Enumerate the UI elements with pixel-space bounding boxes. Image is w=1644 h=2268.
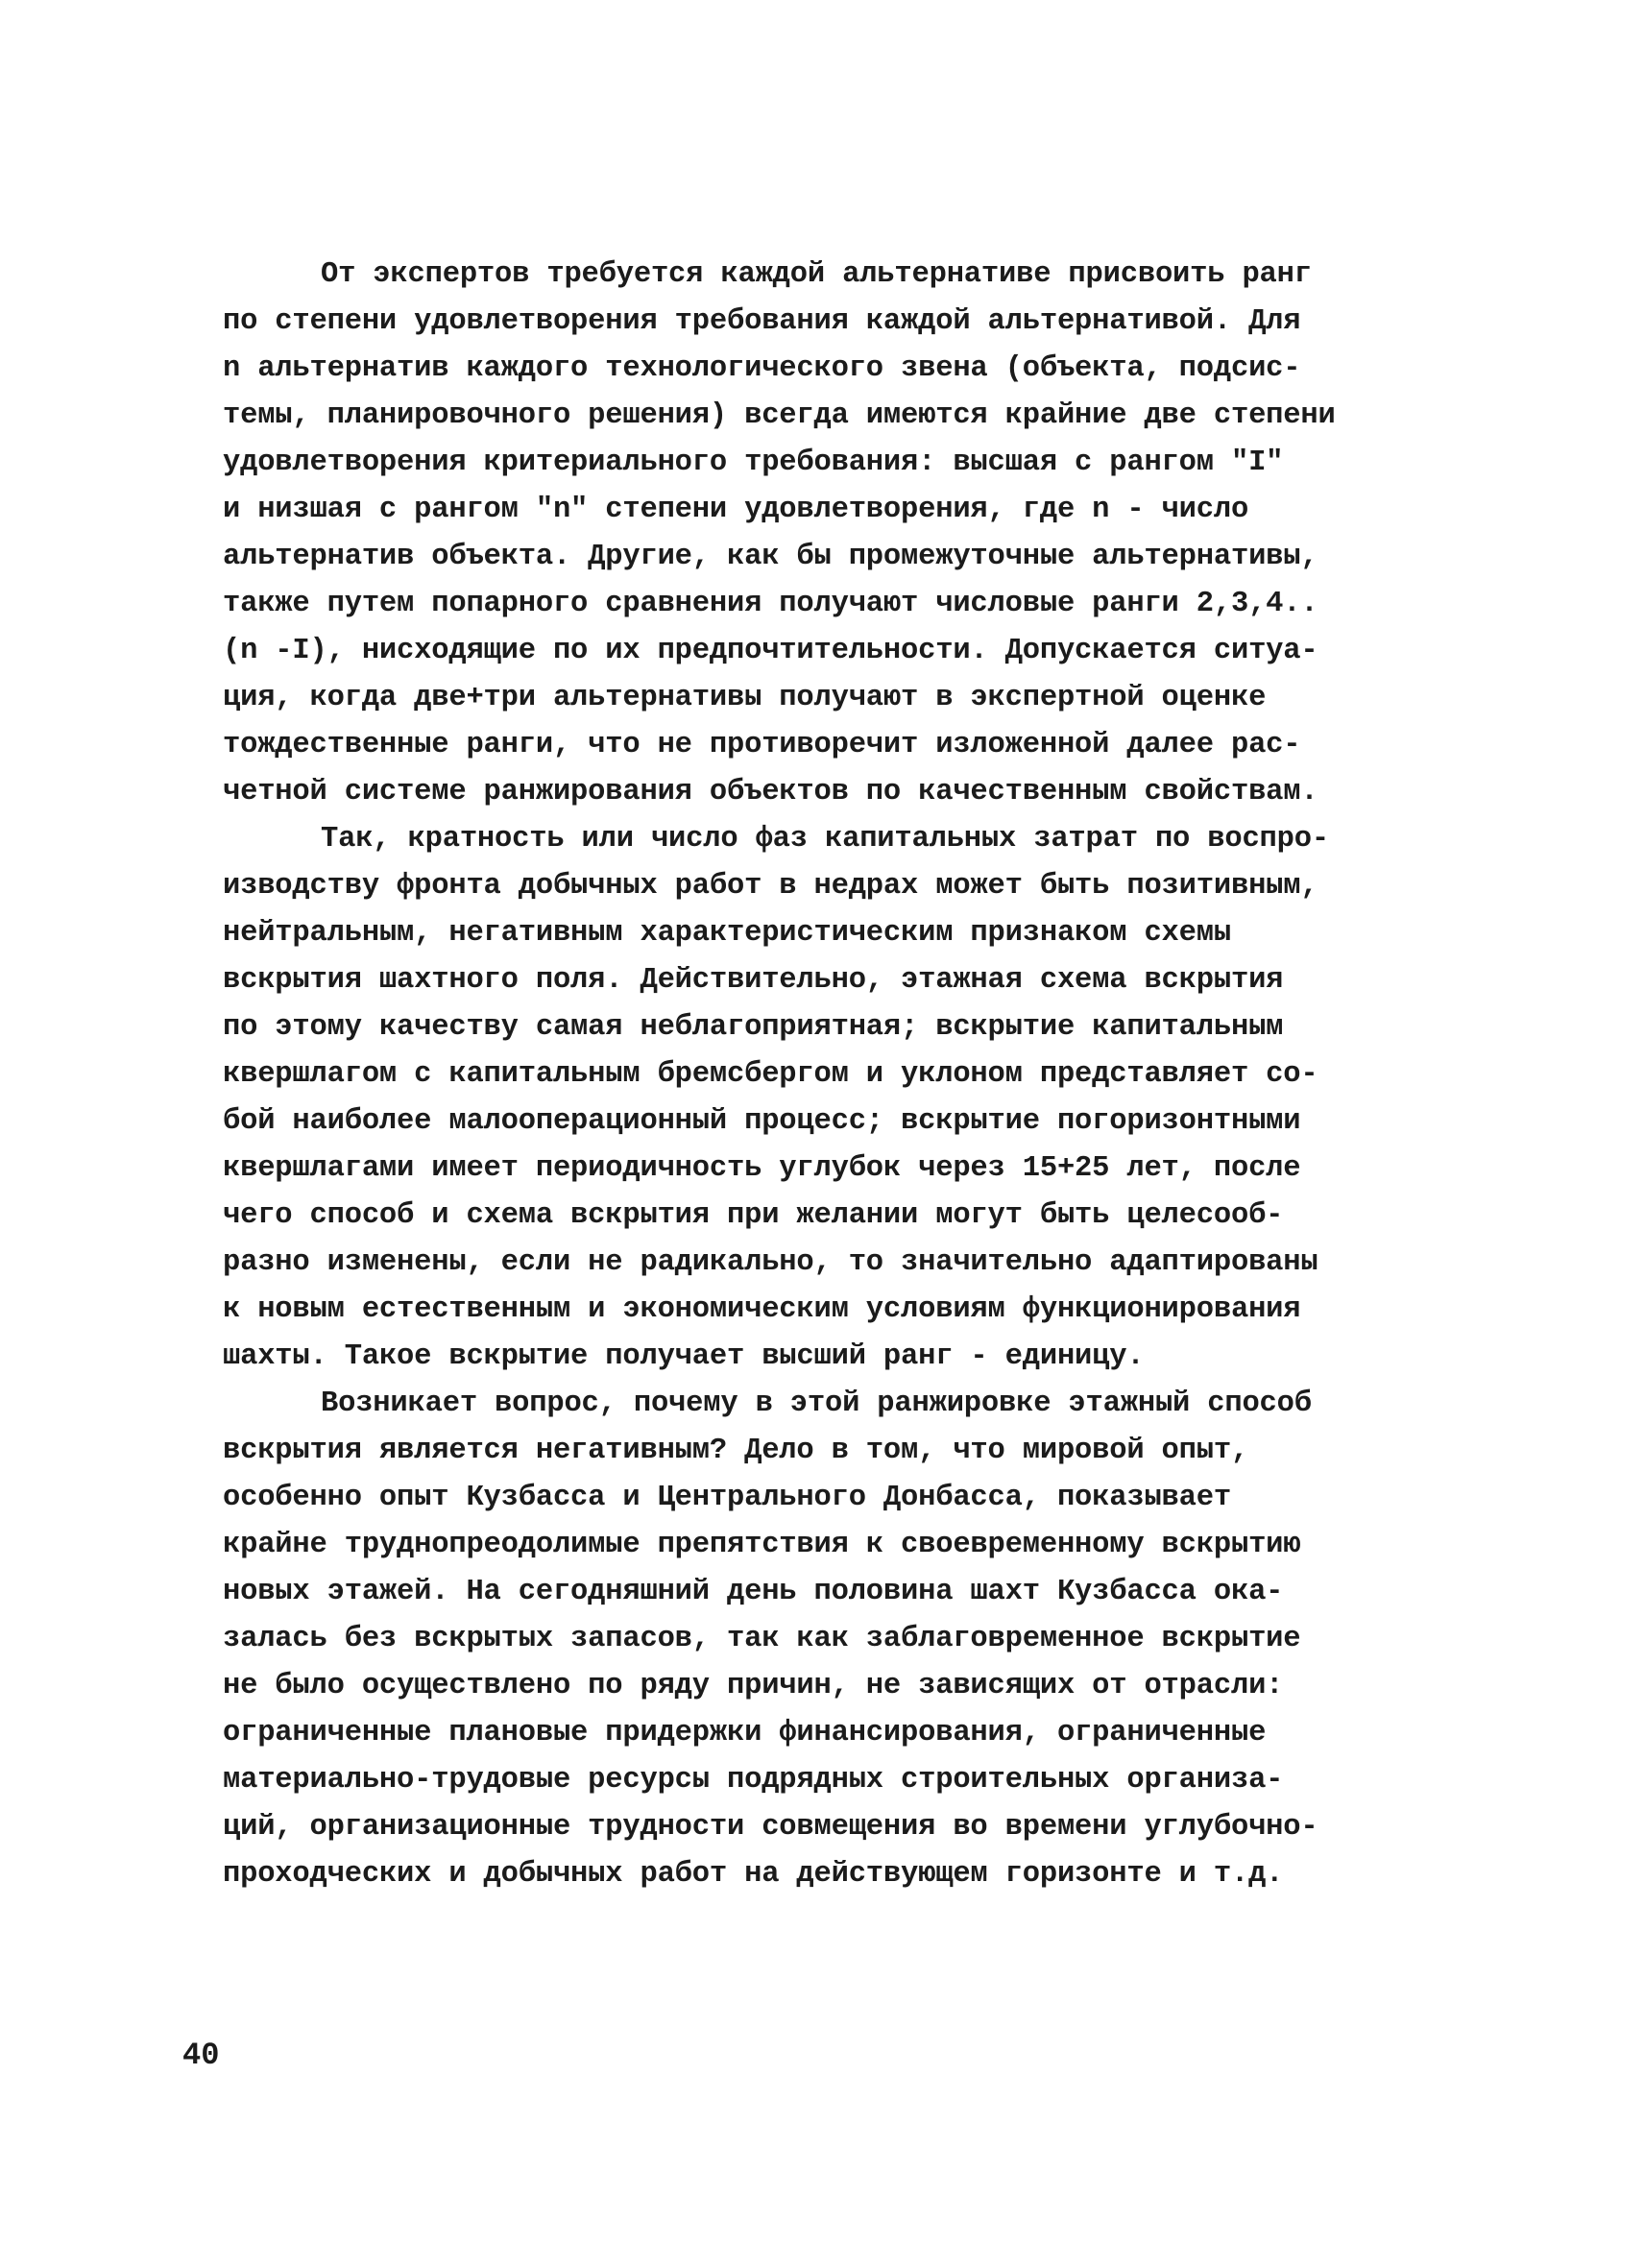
text-line: квершлагами имеет периодичность углубок через 15+25 лет, после [223,1152,1301,1185]
text-line: Так, кратность или число фаз капитальных затрат по воспро- [321,823,1329,856]
text-line: по степени удовлетворения требования каждой альтернативой. Для [223,305,1301,338]
text-line: ций, организационные трудности совмещения во времени углубочно- [223,1811,1318,1844]
text-line: не было осуществлено по ряду причин, не зависящих от отрасли: [223,1670,1284,1702]
text-line: к новым естественным и экономическим условиям функционирования [223,1293,1301,1326]
text-line: тождественные ранги, что не противоречит изложенной далее рас- [223,729,1301,761]
text-line: также путем попарного сравнения получают числовые ранги 2,3,4.. [223,588,1318,620]
text-line: (n -I), нисходящие по их предпочтительности. Допускается ситуа- [223,635,1318,667]
text-line: материально-трудовые ресурсы подрядных строительных организа- [223,1764,1284,1797]
text-line: особенно опыт Кузбасса и Центрального Донбасса, показывает [223,1482,1231,1514]
text-line: Возникает вопрос, почему в этой ранжировке этажный способ [321,1387,1312,1420]
text-line: ция, когда две+три альтернативы получают в экспертной оценке [223,682,1267,714]
text-line: От экспертов требуется каждой альтернативе присвоить ранг [321,258,1312,291]
text-line: новых этажей. На сегодняшний день половина шахт Кузбасса ока- [223,1576,1284,1608]
body-text [223,252,1462,1898]
text-line: бой наиболее малооперационный процесс; вскрытие погоризонтными [223,1105,1301,1138]
text-line: шахты. Такое вскрытие получает высший ранг - единицу. [223,1340,1145,1373]
text-line: вскрытия шахтного поля. Действительно, этажная схема вскрытия [223,964,1284,997]
text-line: альтернатив объекта. Другие, как бы промежуточные альтернативы, [223,541,1318,573]
text-line: четной системе ранжирования объектов по качественным свойствам. [223,776,1318,808]
text-line: удовлетворения критериального требования: высшая с рангом "I" [223,446,1284,479]
text-line: разно изменены, если не радикально, то значительно адаптированы [223,1246,1318,1279]
text-line: и низшая с рангом "n" степени удовлетворения, где n - число [223,494,1249,526]
text-line: ограниченные плановые придержки финансирования, ограниченные [223,1717,1267,1749]
text-line: нейтральным, негативным характеристическим признаком схемы [223,917,1231,950]
page-number: 40 [182,2038,220,2073]
text-line: квершлагом с капитальным бремсбергом и уклоном представляет со- [223,1058,1318,1091]
text-line: по этому качеству самая неблагоприятная; вскрытие капитальным [223,1011,1284,1044]
text-line: проходческих и добычных работ на действующем горизонте и т.д. [223,1858,1284,1891]
text-line: темы, планировочного решения) всегда имеются крайние две степени [223,399,1336,432]
text-line: крайне труднопреодолимые препятствия к своевременному вскрытию [223,1529,1301,1561]
text-line: вскрытия является негативным? Дело в том, что мировой опыт, [223,1435,1249,1467]
text-line: чего способ и схема вскрытия при желании могут быть целесооб- [223,1199,1284,1232]
text-line: изводству фронта добычных работ в недрах может быть позитивным, [223,870,1318,903]
text-line: залась без вскрытых запасов, так как заблаговременное вскрытие [223,1623,1301,1655]
text-line: n альтернатив каждого технологического звена (объекта, подсис- [223,352,1301,385]
